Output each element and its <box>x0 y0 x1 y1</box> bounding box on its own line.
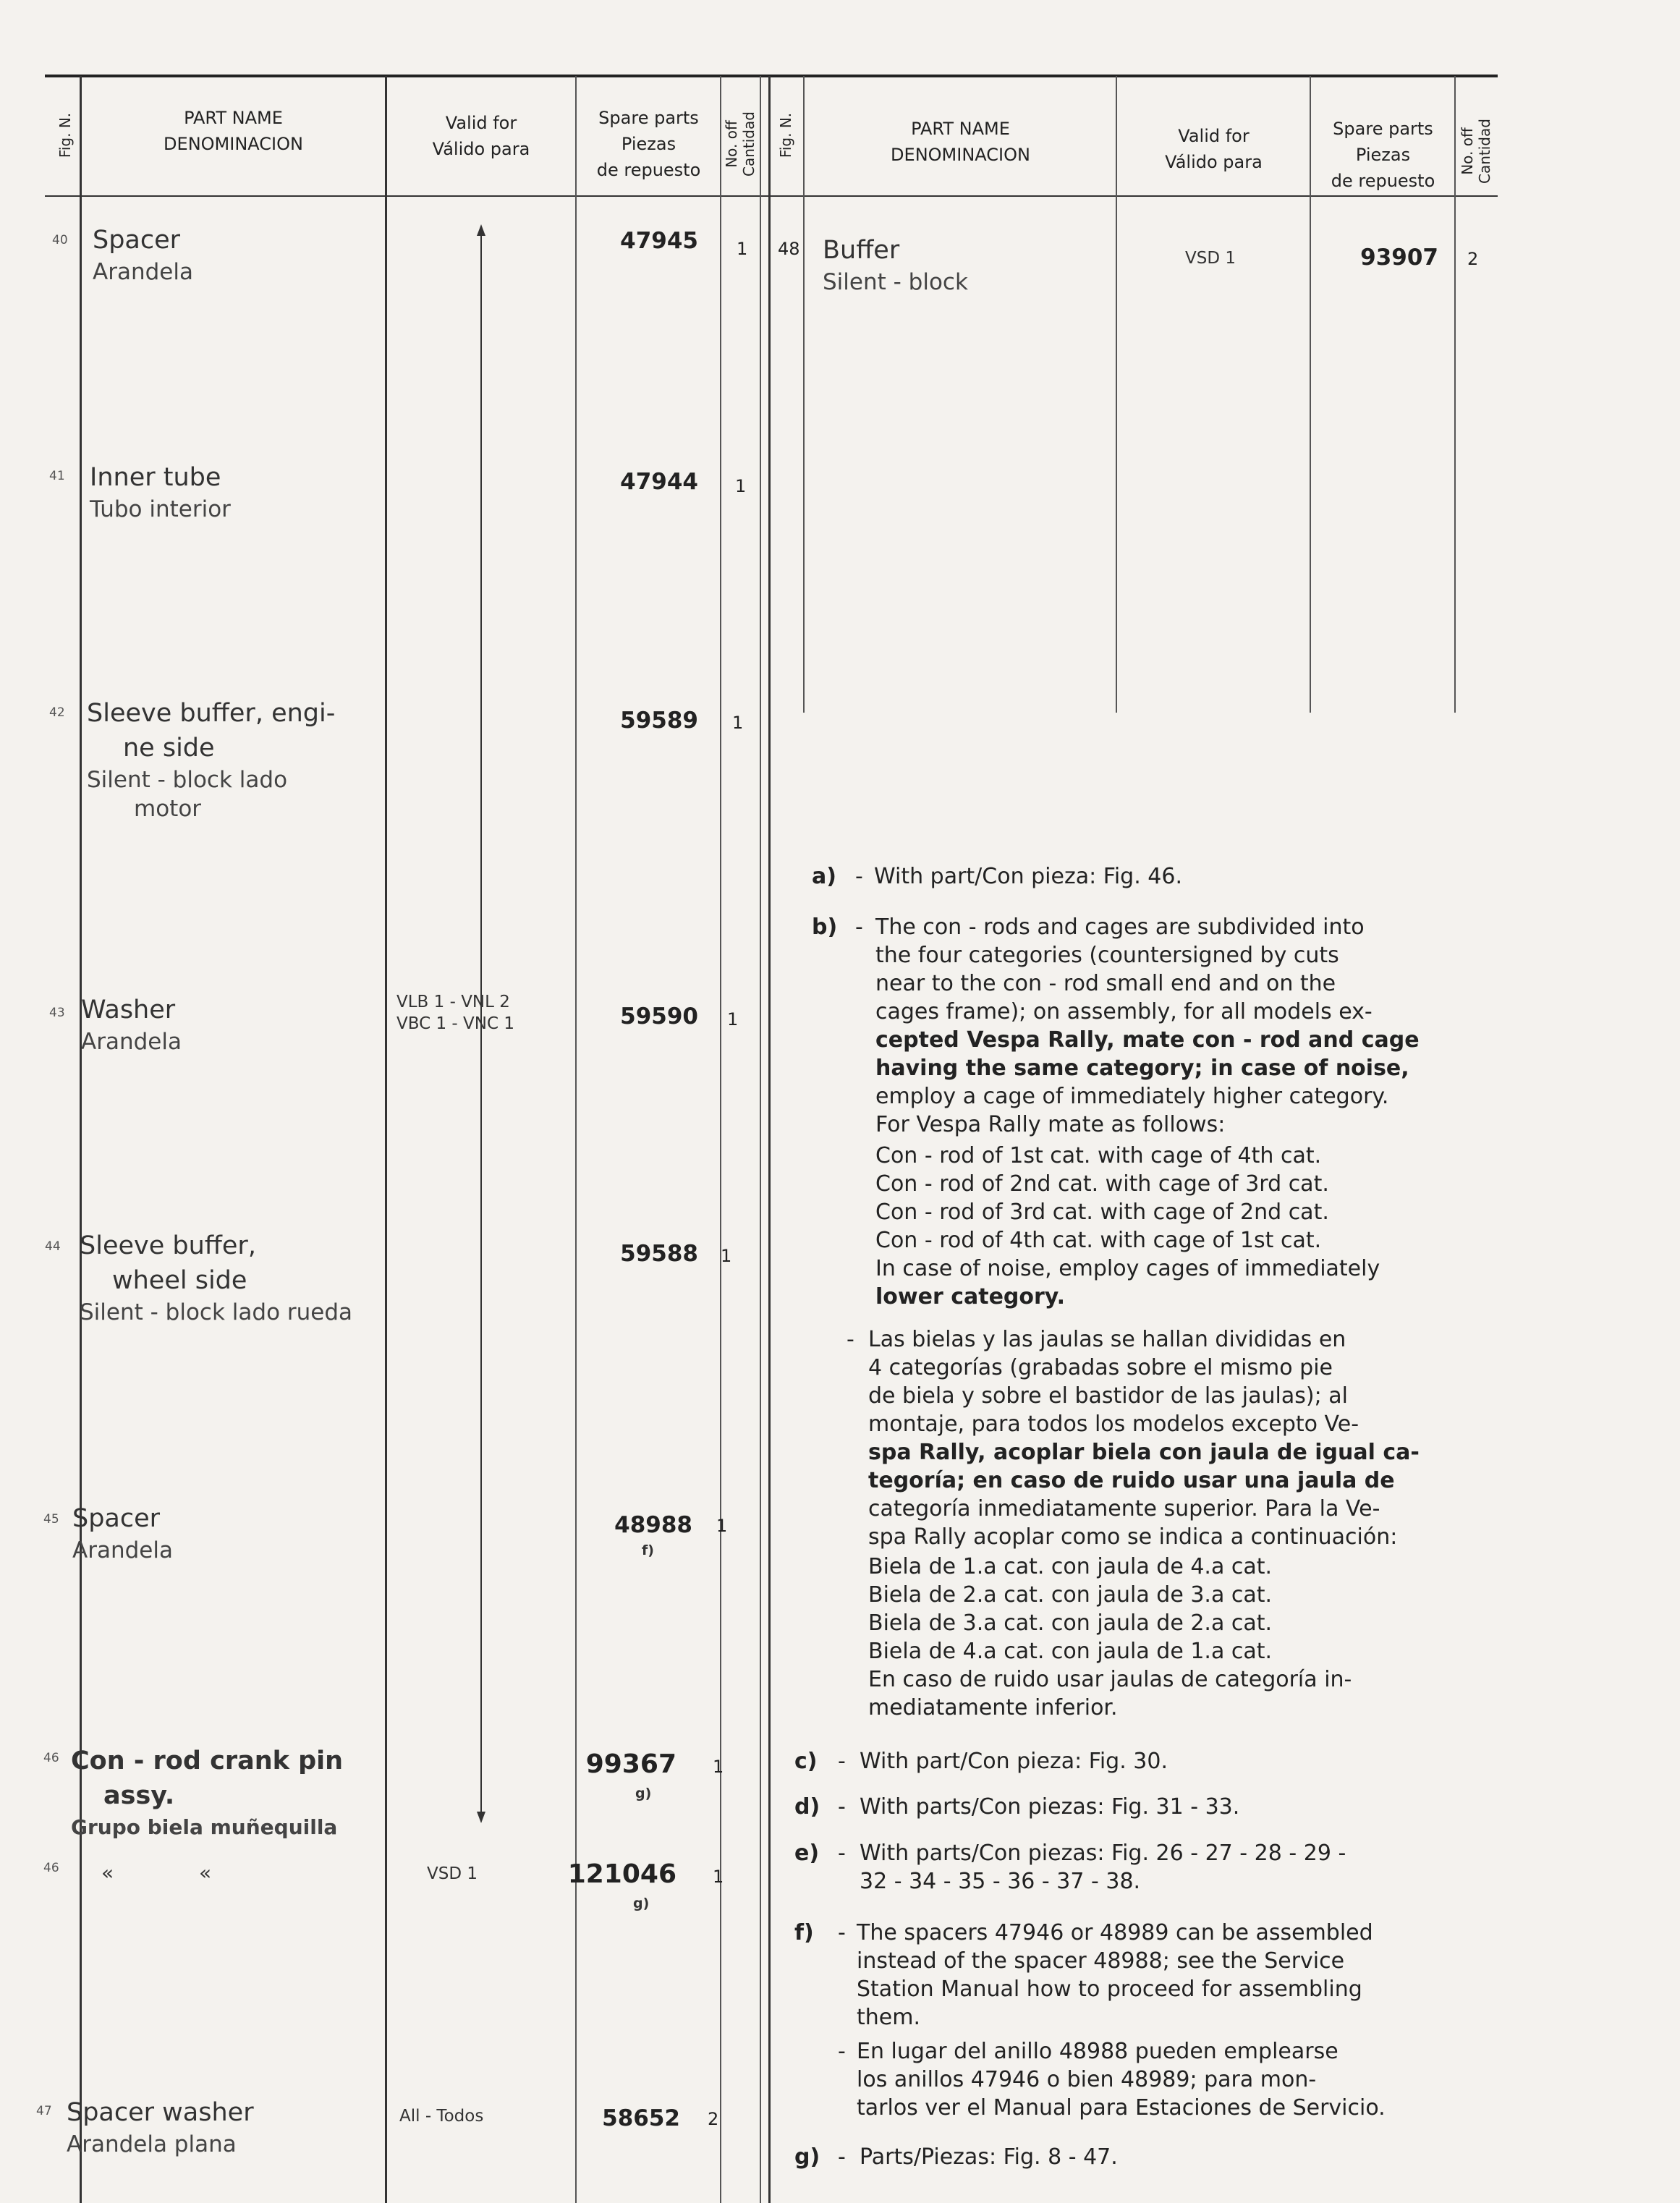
col-rule <box>760 76 761 2203</box>
spare-part-number: 58652 <box>602 2105 680 2131</box>
row-fig-no: 45 <box>43 1512 59 1527</box>
spare-part-number: 48988 <box>614 1512 692 1538</box>
part-name-en: Spacer <box>93 226 181 255</box>
part-name-en: Buffer <box>823 236 900 265</box>
header-bottom-rule <box>45 195 1498 197</box>
valid-for-line: VBC 1 - VNC 1 <box>396 1014 514 1033</box>
note-text: Parts/Piezas: Fig. 8 - 47. <box>860 2144 1118 2170</box>
note-line: En caso de ruido usar jaulas de categoría in- <box>868 1667 1352 1692</box>
note-f-text <box>857 1919 1580 2032</box>
note-line: having the same category; in case of noise, <box>875 1056 1409 1081</box>
spare-part-number: 99367 <box>585 1749 676 1779</box>
header-valid-for-en-right: Valid for <box>1178 126 1250 146</box>
header-valid-for <box>387 110 575 162</box>
valid-for: VSD 1 <box>1185 249 1236 268</box>
spare-part-number: 93907 <box>1360 245 1438 271</box>
header-no-off-en-right: No. off <box>1459 127 1476 175</box>
part-name <box>81 993 182 1056</box>
part-name-en: Spacer <box>72 1504 161 1533</box>
note-line: instead of the spacer 48988; see the Service <box>857 1948 1345 1974</box>
quantity: 2 <box>1467 249 1479 269</box>
note-line: the four categories (countersigned by cuts <box>875 943 1339 968</box>
note-line: de biela y sobre el bastidor de las jaulas); al <box>868 1383 1348 1409</box>
col-rule <box>768 76 771 2203</box>
header-cantidad: Cantidad <box>740 111 758 177</box>
part-name-es: Arandela <box>81 1029 182 1055</box>
spare-part-number: 59588 <box>620 1241 698 1267</box>
part-name-en: Spacer washer <box>67 2098 254 2127</box>
note-label: f) <box>794 1920 814 1945</box>
note-line: Con - rod of 2nd cat. with cage of 3rd cat. <box>875 1171 1329 1197</box>
part-name-en: Inner tube <box>90 463 221 492</box>
part-name-es: Arandela <box>72 1537 173 1563</box>
quantity: 1 <box>721 1246 732 1266</box>
col-rule <box>80 76 82 2203</box>
note-line: mediatamente inferior. <box>868 1695 1118 1720</box>
row-fig-no: 40 <box>52 233 68 247</box>
note-b-english <box>875 913 1599 1311</box>
spare-part-number: 59590 <box>620 1003 698 1030</box>
ditto-mark: « <box>101 1861 114 1885</box>
part-name-es: Arandela plana <box>67 2131 237 2157</box>
note-b-categories <box>875 1139 1599 1311</box>
spare-part-number: 59589 <box>620 708 698 734</box>
note-e-text <box>860 1839 1583 1896</box>
valid-for <box>396 991 514 1035</box>
quantity: 1 <box>737 239 748 259</box>
part-name <box>71 1744 343 1842</box>
part-name <box>87 696 335 823</box>
row-fig-no: 44 <box>45 1239 61 1254</box>
header-valid-for-en: Valid for <box>445 113 517 133</box>
valid-for-line: VLB 1 - VNL 2 <box>396 993 510 1011</box>
note-f-es-text <box>857 2037 1580 2122</box>
row-fig-no: 47 <box>36 2104 52 2118</box>
note-dash: - <box>847 1327 854 1352</box>
header-spare-parts-right <box>1312 116 1454 194</box>
note-line: Biela de 3.a cat. con jaula de 2.a cat. <box>868 1610 1273 1636</box>
part-name-en-cont: assy. <box>103 1781 175 1810</box>
quantity: 1 <box>732 713 744 733</box>
note-line: In case of noise, employ cages of immediately <box>875 1256 1380 1281</box>
part-name <box>72 1501 173 1565</box>
note-line: them. <box>857 2005 920 2030</box>
header-spare-parts <box>577 105 720 183</box>
note-line: For Vespa Rally mate as follows: <box>875 1112 1226 1137</box>
valid-for: All - Todos <box>399 2107 484 2126</box>
note-label: e) <box>794 1841 820 1866</box>
header-fig-no: Fig. N. <box>56 112 74 158</box>
note-line: Las bielas y las jaulas se hallan divididas en <box>868 1327 1346 1352</box>
row-fig-no: 48 <box>778 239 800 259</box>
part-name-en: Washer <box>81 996 176 1024</box>
note-dash: - <box>838 1841 846 1866</box>
note-line: Biela de 2.a cat. con jaula de 3.a cat. <box>868 1582 1273 1608</box>
part-name-es-cont: motor <box>134 796 202 822</box>
header-fig-no-right: Fig. N. <box>777 112 794 158</box>
col-rule <box>1454 76 1456 713</box>
note-label: c) <box>794 1749 818 1774</box>
note-ref: g) <box>633 1896 650 1911</box>
header-piezas: Piezas <box>621 134 676 154</box>
part-name <box>93 223 193 286</box>
note-b-spanish-text <box>868 1325 1592 1722</box>
note-line: 4 categorías (grabadas sobre el mismo pie <box>868 1355 1333 1380</box>
note-label: d) <box>794 1794 820 1820</box>
col-rule <box>803 76 805 713</box>
header-piezas-right: Piezas <box>1355 145 1411 165</box>
note-line: spa Rally acoplar como se indica a continuación: <box>868 1524 1398 1550</box>
quantity: 1 <box>713 1867 724 1887</box>
note-line: Con - rod of 1st cat. with cage of 4th cat. <box>875 1143 1322 1168</box>
quantity: 2 <box>708 2109 719 2129</box>
table-top-rule <box>45 75 1498 77</box>
quantity: 1 <box>727 1009 739 1030</box>
note-label: g) <box>794 2144 820 2170</box>
header-part-name-en-right: PART NAME <box>911 119 1010 139</box>
header-no-off-en: No. off <box>723 120 740 168</box>
spare-part-number: 47945 <box>620 228 698 254</box>
note-ref: f) <box>642 1542 654 1558</box>
header-denominacion: DENOMINACION <box>164 134 303 154</box>
part-name-en: Sleeve buffer, engi- <box>87 699 336 728</box>
note-line: lower category. <box>875 1284 1065 1310</box>
part-name-es: Silent - block lado rueda <box>80 1299 353 1325</box>
note-line: Station Manual how to proceed for assembling <box>857 1977 1362 2002</box>
header-denominacion-right: DENOMINACION <box>891 145 1030 165</box>
header-no-off <box>723 104 758 184</box>
note-line: montaje, para todos los modelos excepto Ve- <box>868 1412 1359 1437</box>
note-line: near to the con - rod small end and on the <box>875 971 1336 996</box>
row-fig-no: 46 <box>43 1861 59 1875</box>
note-line: cepted Vespa Rally, mate con - rod and cage <box>875 1027 1420 1053</box>
note-label: b) <box>812 914 838 940</box>
header-valid-for-right <box>1118 123 1310 175</box>
header-spare-parts-en-right: Spare parts <box>1333 119 1433 139</box>
note-line: tegoría; en caso de ruido usar una jaula de <box>868 1468 1395 1493</box>
note-dash: - <box>838 1920 846 1945</box>
note-text: With part/Con pieza: Fig. 46. <box>874 864 1182 889</box>
quantity: 1 <box>716 1516 728 1536</box>
note-line: Biela de 1.a cat. con jaula de 4.a cat. <box>868 1554 1273 1579</box>
part-name-en: Con - rod crank pin <box>71 1746 344 1775</box>
note-text: With parts/Con piezas: Fig. 31 - 33. <box>860 1794 1240 1820</box>
part-name-es: Tubo interior <box>90 496 231 522</box>
header-spare-parts-en: Spare parts <box>598 108 699 128</box>
part-name-es: Arandela <box>93 259 193 285</box>
header-de-repuesto-right: de repuesto <box>1331 171 1435 191</box>
note-dash: - <box>838 1794 846 1820</box>
header-cantidad-right: Cantidad <box>1476 119 1493 184</box>
part-name <box>90 460 231 524</box>
part-name <box>67 2095 254 2159</box>
col-rule <box>1116 76 1117 713</box>
part-name-es: Silent - block lado <box>87 767 288 793</box>
quantity: 1 <box>713 1757 724 1777</box>
note-line: cages frame); on assembly, for all models ex- <box>875 999 1373 1024</box>
quantity: 1 <box>735 476 747 496</box>
note-line: With parts/Con piezas: Fig. 26 - 27 - 28 - 29 - <box>860 1841 1346 1866</box>
note-line: Biela de 4.a cat. con jaula de 1.a cat. <box>868 1639 1273 1664</box>
note-label: a) <box>812 864 836 889</box>
part-name-es: Grupo biela muñequilla <box>71 1815 338 1839</box>
header-valido-para-right: Válido para <box>1165 152 1263 172</box>
col-rule <box>385 76 387 2203</box>
spare-part-number: 121046 <box>567 1859 676 1889</box>
header-part-name <box>83 105 383 157</box>
note-line: tarlos ver el Manual para Estaciones de Servicio. <box>857 2095 1386 2121</box>
note-dash: - <box>855 914 863 940</box>
part-name-en-cont: ne side <box>123 734 215 763</box>
row-fig-no: 46 <box>43 1751 59 1765</box>
note-dash: - <box>838 2144 846 2170</box>
note-b-es-categories <box>868 1551 1592 1722</box>
note-line: Con - rod of 4th cat. with cage of 1st cat. <box>875 1228 1322 1253</box>
row-fig-no: 42 <box>49 705 65 720</box>
part-name-es: Silent - block <box>823 269 968 295</box>
note-line: En lugar del anillo 48988 pueden emplearse <box>857 2039 1339 2064</box>
note-dash: - <box>838 2039 846 2064</box>
note-line: The con - rods and cages are subdivided into <box>875 914 1365 940</box>
note-line: employ a cage of immediately higher category. <box>875 1084 1389 1109</box>
header-valido-para: Válido para <box>432 139 530 159</box>
header-part-name-right <box>807 116 1114 168</box>
note-line: categoría inmediatamente superior. Para la Ve- <box>868 1496 1380 1521</box>
note-dash: - <box>855 864 863 889</box>
row-fig-no: 43 <box>49 1006 65 1020</box>
note-ref: g) <box>635 1786 652 1801</box>
note-line: los anillos 47946 o bien 48989; para mon- <box>857 2067 1317 2092</box>
note-line: Con - rod of 3rd cat. with cage of 2nd cat. <box>875 1200 1329 1225</box>
note-line: spa Rally, acoplar biela con jaula de igual ca- <box>868 1440 1420 1465</box>
spare-part-number: 47944 <box>620 469 698 495</box>
valid-for: VSD 1 <box>427 1864 478 1883</box>
header-no-off-right <box>1459 111 1493 191</box>
row-fig-no: 41 <box>49 469 65 483</box>
note-text: With part/Con pieza: Fig. 30. <box>860 1749 1168 1774</box>
part-name <box>823 233 968 297</box>
header-de-repuesto: de repuesto <box>596 160 701 180</box>
note-dash: - <box>838 1749 846 1774</box>
note-line: The spacers 47946 or 48989 can be assembled <box>857 1920 1373 1945</box>
part-name-en-cont: wheel side <box>112 1266 247 1295</box>
part-name-en: Sleeve buffer, <box>80 1231 256 1260</box>
part-name <box>80 1228 352 1327</box>
ditto-mark: « <box>199 1861 212 1885</box>
col-rule <box>1310 76 1311 713</box>
note-line: 32 - 34 - 35 - 36 - 37 - 38. <box>860 1869 1141 1894</box>
header-part-name-en: PART NAME <box>184 108 283 128</box>
